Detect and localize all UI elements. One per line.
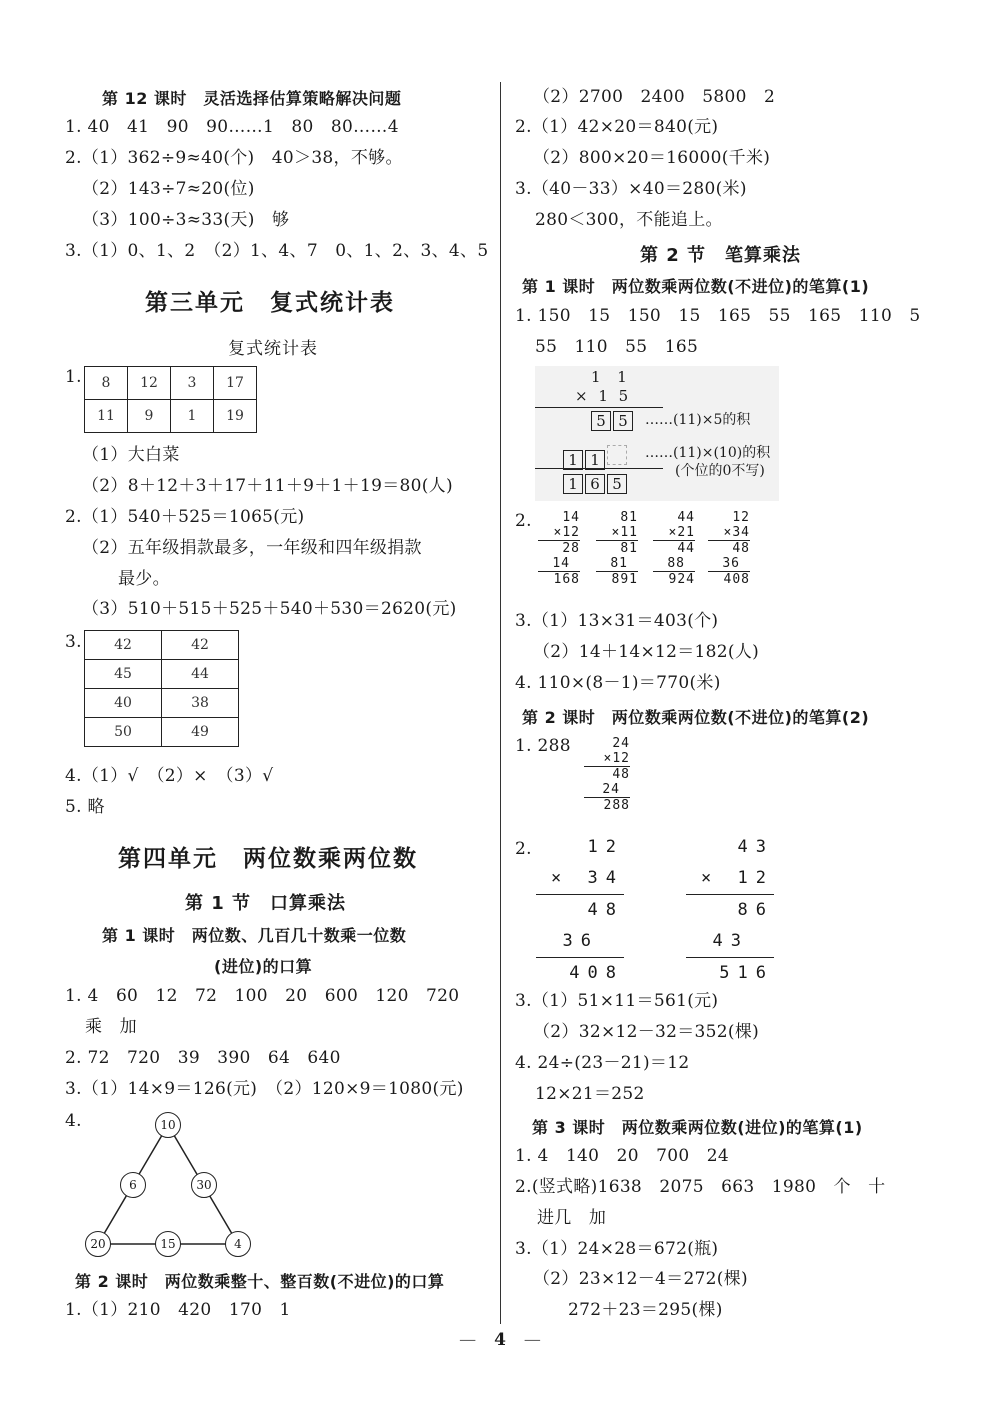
table-cell: 1	[171, 400, 214, 433]
unit3-q2c: （3）510＋515＋525＋540＋530＝2620(元)	[82, 599, 457, 619]
vertical-mult-2: 81 ×11 81 81 891	[596, 510, 638, 587]
triangle-node-bottom-right: 4	[225, 1231, 251, 1257]
column-divider	[500, 82, 501, 1324]
diagram-partial-2: 1 1	[563, 445, 629, 470]
lesson12-q2a: 2.（1）362÷9≈40(个) 40＞38，不够。	[65, 148, 403, 168]
diagram-partial-1: 5 5	[591, 411, 635, 431]
table-cell: 3	[171, 367, 214, 400]
table-cell: 11	[85, 400, 128, 433]
s2-lesson1-q3b: （2）14＋14×12＝182(人)	[533, 642, 760, 662]
diagram-row2: × 1 5	[575, 387, 632, 405]
s2-lesson2-q3b: （2）32×12－32＝352(棵)	[533, 1022, 760, 1042]
right-cont-3a: 3.（40－33）×40＝280(米)	[515, 179, 747, 199]
stats-table-3	[84, 630, 239, 747]
s2-lesson2-q1: 1. 288	[515, 736, 571, 756]
vertical-mult-l2-q1: 24 ×12 48 24 288	[584, 736, 630, 813]
vertical-mult-4: 12 ×34 48 36 408	[708, 510, 750, 587]
unit3-subtitle: 复式统计表	[228, 339, 318, 359]
triangle-node-left-mid: 6	[120, 1172, 146, 1198]
s2-lesson3-title: 第 3 课时 两位数乘两位数(进位)的笔算(1)	[532, 1118, 863, 1137]
s2-lesson3-q2b: 进几 加	[537, 1208, 607, 1228]
table-cell: 38	[162, 689, 239, 718]
diagram-note-2: ……(11)×(10)的积	[645, 445, 771, 461]
right-cont-3b: 280＜300，不能追上。	[535, 210, 723, 230]
vertical-mult-1: 14 ×12 28 14 168	[538, 510, 580, 587]
diagram-rule-1	[535, 407, 663, 408]
triangle-node-bottom-mid: 15	[155, 1231, 181, 1257]
unit3-title: 第三单元 复式统计表	[145, 290, 395, 316]
lesson12-q3: 3.（1）0、1、2 （2）1、4、7 0、1、2、3、4、5	[65, 241, 489, 261]
boxed-multiplication-diagram	[535, 366, 779, 501]
unit3-q1b: （2）8＋12＋3＋17＋11＋9＋1＋19＝80(人)	[82, 476, 453, 496]
s2-lesson1-q4: 4. 110×(8－1)＝770(米)	[515, 673, 721, 693]
table-cell: 50	[85, 718, 162, 747]
unit3-q3-label: 3.	[65, 632, 82, 652]
s2-lesson3-q1: 1. 4 140 20 700 24	[515, 1146, 729, 1166]
unit3-q2b-cont: 最少。	[118, 569, 170, 589]
unit3-q4: 4.（1）√ （2）× （3）√	[65, 766, 274, 786]
triangle-node-right-mid: 30	[191, 1172, 217, 1198]
diagram-note-3: (个位的0不写)	[675, 463, 765, 479]
diagram-rule-2	[535, 468, 663, 469]
s2-lesson3-q2a: 2.(竖式略)1638 2075 663 1980 个 十	[515, 1177, 886, 1197]
s2-lesson1-q2-label: 2.	[515, 511, 532, 531]
unit3-q5: 5. 略	[65, 797, 105, 817]
right-cont-2b: （2）800×20＝16000(千米)	[533, 148, 771, 168]
table-cell: 8	[85, 367, 128, 400]
page-number: — 4 —	[459, 1330, 541, 1350]
unit3-q1-label: 1.	[65, 367, 82, 387]
diagram-row1: 1 1	[591, 368, 633, 386]
s2-lesson3-q3c: 272＋23＝295(棵)	[568, 1300, 723, 1320]
table-cell: 19	[214, 400, 257, 433]
s2-lesson1-q3a: 3.（1）13×31＝403(个)	[515, 611, 719, 631]
unit4-section1: 第 1 节 口算乘法	[185, 893, 347, 914]
unit4-q4-label: 4.	[65, 1111, 82, 1131]
s2-lesson2-title: 第 2 课时 两位数乘两位数(不进位)的笔算(2)	[522, 708, 870, 727]
vertical-mult-big-1: 12 × 34 48 36 408	[536, 832, 624, 989]
unit4-lesson2-q1: 1.（1）210 420 170 1	[65, 1300, 291, 1320]
s2-lesson2-q2-label: 2.	[515, 839, 532, 859]
unit4-lesson2-title: 第 2 课时 两位数乘整十、整百数(不进位)的口算	[75, 1272, 445, 1291]
lesson12-q2c: （3）100÷3≈33(天) 够	[82, 210, 290, 230]
table-cell: 44	[162, 660, 239, 689]
s2-lesson2-q3a: 3.（1）51×11＝561(元)	[515, 991, 719, 1011]
vertical-mult-big-2: 43 × 12 86 43 516	[686, 832, 774, 989]
unit3-q2b: （2）五年级捐款最多，一年级和四年级捐款	[82, 538, 422, 558]
section2-title: 第 2 节 笔算乘法	[640, 245, 802, 266]
unit4-q1: 1. 4 60 12 72 100 20 600 120 720	[65, 986, 460, 1006]
unit4-q2: 2. 72 720 39 390 64 640	[65, 1048, 341, 1068]
table-cell: 42	[162, 631, 239, 660]
lesson12-q2b: （2）143÷7≈20(位)	[82, 179, 255, 199]
s2-lesson2-q4a: 4. 24÷(23－21)＝12	[515, 1053, 690, 1073]
right-cont-1: （2）2700 2400 5800 2	[533, 87, 776, 107]
unit4-lesson1-title: 第 1 课时 两位数、几百几十数乘一位数	[102, 926, 407, 945]
s2-lesson1-q1b: 55 110 55 165	[535, 337, 699, 357]
unit4-title: 第四单元 两位数乘两位数	[118, 846, 418, 872]
stats-table-1	[84, 366, 257, 433]
unit4-q3: 3.（1）14×9＝126(元) （2）120×9＝1080(元)	[65, 1079, 464, 1099]
s2-lesson2-q4b: 12×21＝252	[535, 1084, 645, 1104]
table-cell: 17	[214, 367, 257, 400]
s2-lesson3-q3a: 3.（1）24×28＝672(瓶)	[515, 1239, 719, 1259]
table-cell: 42	[85, 631, 162, 660]
table-cell: 45	[85, 660, 162, 689]
right-cont-2a: 2.（1）42×20＝840(元)	[515, 117, 719, 137]
vertical-mult-3: 44 ×21 44 88 924	[653, 510, 695, 587]
s2-lesson1-title: 第 1 课时 两位数乘两位数(不进位)的笔算(1)	[522, 277, 870, 296]
unit3-q2a: 2.（1）540＋525＝1065(元)	[65, 507, 305, 527]
s2-lesson1-q1a: 1. 150 15 150 15 165 55 165 110 5	[515, 306, 921, 326]
table-cell: 9	[128, 400, 171, 433]
table-cell: 12	[128, 367, 171, 400]
table-cell: 40	[85, 689, 162, 718]
table-cell: 49	[162, 718, 239, 747]
unit3-q1a: （1）大白菜	[82, 445, 180, 465]
diagram-note-1: ……(11)×5的积	[645, 412, 751, 428]
s2-lesson3-q3b: （2）23×12－4＝272(棵)	[533, 1269, 748, 1289]
lesson12-title: 第 12 课时 灵活选择估算策略解决问题	[102, 89, 402, 108]
unit4-q1-cont: 乘 加	[85, 1017, 137, 1037]
triangle-node-bottom-left: 20	[85, 1231, 111, 1257]
diagram-result: 1 6 5	[563, 474, 629, 494]
lesson12-q1: 1. 40 41 90 90……1 80 80……4	[65, 117, 399, 137]
triangle-node-top: 10	[155, 1112, 181, 1138]
unit4-lesson1-title-cont: (进位)的口算	[214, 957, 313, 976]
